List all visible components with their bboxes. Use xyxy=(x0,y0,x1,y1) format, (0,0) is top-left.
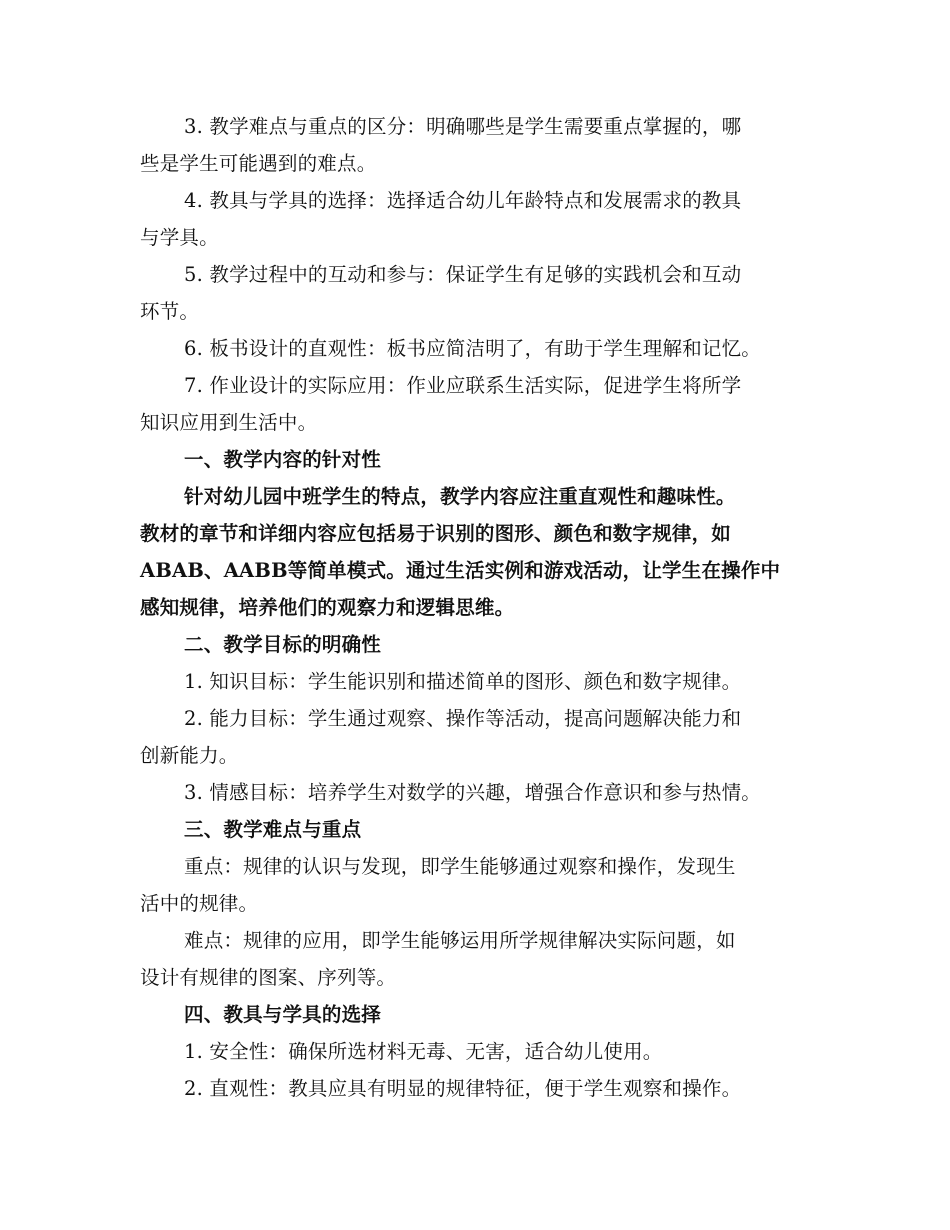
paragraph-line: 3. 情感目标：培养学生对数学的兴趣，增强合作意识和参与热情。 xyxy=(184,781,762,804)
paragraph-line: 2. 直观性：教具应具有明显的规律特征，便于学生观察和操作。 xyxy=(184,1077,742,1100)
paragraph-line: 5. 教学过程中的互动和参与：保证学生有足够的实践机会和互动 xyxy=(184,263,742,286)
paragraph-line: 教材的章节和详细内容应包括易于识别的图形、颜色和数字规律，如 xyxy=(140,522,732,545)
paragraph-line: 6. 板书设计的直观性：板书应简洁明了，有助于学生理解和记忆。 xyxy=(184,337,762,360)
paragraph-line: 2. 能力目标：学生通过观察、操作等活动，提高问题解决能力和 xyxy=(184,707,742,730)
section-heading: 三、教学难点与重点 xyxy=(184,818,362,841)
paragraph-line: 活中的规律。 xyxy=(140,892,259,915)
paragraph-line: 7. 作业设计的实际应用：作业应联系生活实际，促进学生将所学 xyxy=(184,374,742,397)
paragraph-line: 设计有规律的图案、序列等。 xyxy=(140,966,397,989)
paragraph-line: 创新能力。 xyxy=(140,744,239,767)
paragraph-line: 3. 教学难点与重点的区分：明确哪些是学生需要重点掌握的，哪 xyxy=(184,115,742,138)
paragraph-line: 4. 教具与学具的选择：选择适合幼儿年龄特点和发展需求的教具 xyxy=(184,189,742,212)
paragraph-line: 环节。 xyxy=(140,300,200,323)
paragraph-line: 感知规律，培养他们的观察力和逻辑思维。 xyxy=(140,596,515,619)
paragraph-line: ABAB、AABB等简单模式。通过生活实例和游戏活动，让学生在操作中 xyxy=(140,559,781,582)
paragraph-line: 1. 知识目标：学生能识别和描述简单的图形、颜色和数字规律。 xyxy=(184,670,742,693)
paragraph-line: 与学具。 xyxy=(140,226,219,249)
paragraph-line: 重点：规律的认识与发现，即学生能够通过观察和操作，发现生 xyxy=(184,855,736,878)
section-heading: 一、教学内容的针对性 xyxy=(184,448,382,471)
paragraph-line: 些是学生可能遇到的难点。 xyxy=(140,152,377,175)
paragraph-line: 1. 安全性：确保所选材料无毒、无害，适合幼儿使用。 xyxy=(184,1040,663,1063)
section-heading: 二、教学目标的明确性 xyxy=(184,633,382,656)
paragraph-line: 知识应用到生活中。 xyxy=(140,411,318,434)
paragraph-line: 难点：规律的应用，即学生能够运用所学规律解决实际问题，如 xyxy=(184,929,736,952)
paragraph-line: 针对幼儿园中班学生的特点，教学内容应注重直观性和趣味性。 xyxy=(184,485,736,508)
section-heading: 四、教具与学具的选择 xyxy=(184,1003,382,1026)
